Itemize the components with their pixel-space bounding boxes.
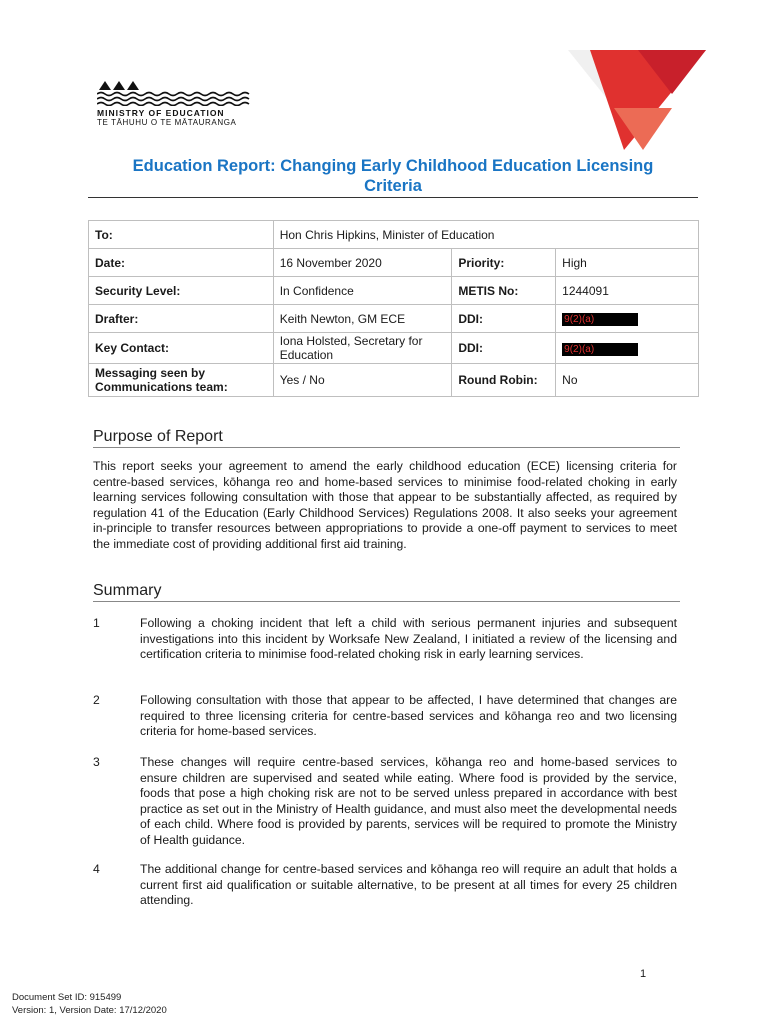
date-label: Date:	[89, 249, 274, 277]
key-contact-value: Iona Holsted, Secretary for Education	[273, 333, 452, 364]
round-robin-value: No	[556, 364, 699, 397]
drafter-value: Keith Newton, GM ECE	[273, 305, 452, 333]
round-robin-label: Round Robin:	[452, 364, 556, 397]
summary-item-number: 1	[93, 616, 100, 630]
to-value: Hon Chris Hipkins, Minister of Education	[273, 221, 698, 249]
purpose-text: This report seeks your agreement to amend the early childhood education (ECE) licensing criteria for centre-based services, kōhanga reo and home-based services to minimise food-related choking in early learning services following consultation with those that appear to be substantially affected, as required by regulation 41 of the Education (Early Childhood Services) Regulations 2008. It also seeks your agreement in-principle to transfer resources between appropriations to provide a one-off payment to services to meet the immediate cost of providing additional first aid training.	[93, 459, 677, 551]
report-info-table	[88, 220, 699, 397]
to-label: To:	[89, 221, 274, 249]
footer-doc-set-id: Document Set ID: 915499	[12, 992, 122, 1003]
ddi-label: DDI:	[452, 305, 556, 333]
logo-name-maori: TE TĀHUHU O TE MĀTAURANGA	[97, 118, 237, 127]
summary-item-number: 3	[93, 755, 100, 769]
summary-divider	[93, 601, 680, 602]
ddi-cell	[556, 305, 699, 333]
footer-version: Version: 1, Version Date: 17/12/2020	[12, 1005, 167, 1016]
summary-item-text: The additional change for centre-based services and kōhanga reo will require an adult that holds a current first aid qualification or suitable alternative, to be present at all times for every 25 children attending.	[140, 862, 677, 908]
redacted-ddi: 9(2)(a)	[562, 343, 638, 356]
table-row	[89, 249, 699, 277]
drafter-label: Drafter:	[89, 305, 274, 333]
ddi-cell	[556, 333, 699, 364]
redacted-ddi: 9(2)(a)	[562, 313, 638, 326]
purpose-heading: Purpose of Report	[93, 428, 223, 445]
report-title-line2: Criteria	[364, 177, 422, 195]
table-row	[89, 221, 699, 249]
table-row	[89, 305, 699, 333]
metis-label: METIS No:	[452, 277, 556, 305]
metis-value: 1244091	[556, 277, 699, 305]
report-title	[88, 156, 698, 196]
priority-value: High	[556, 249, 699, 277]
summary-heading: Summary	[93, 582, 162, 599]
table-row	[89, 364, 699, 397]
summary-item-text: Following consultation with those that appear to be affected, I have determined that changes are required to three licensing criteria for centre-based services and kōhanga reo and two licensing criteria for home-based services.	[140, 693, 677, 739]
messaging-label: Messaging seen by Communications team:	[89, 364, 274, 397]
summary-item-text: These changes will require centre-based services, kōhanga reo and home-based services to ensure children are supervised and seated while eating. Where food is provided by the service, foods that pose a high choking risk are not to be served unless prepared in accordance with best practice as set out in the Ministry of Health guidance, and must also meet the developmental needs of each child. Where food is provided by parents, services will be required to promote the Ministry of Health guidance.	[140, 755, 677, 847]
summary-item-number: 2	[93, 693, 100, 707]
security-value: In Confidence	[273, 277, 452, 305]
security-label: Security Level:	[89, 277, 274, 305]
title-divider	[88, 197, 698, 198]
page-number: 1	[640, 968, 647, 980]
purpose-divider	[93, 447, 680, 448]
table-row	[89, 333, 699, 364]
priority-label: Priority:	[452, 249, 556, 277]
date-value: 16 November 2020	[273, 249, 452, 277]
ministry-logo	[97, 78, 267, 130]
logo-emblem-icon	[97, 78, 252, 106]
summary-item-text: Following a choking incident that left a child with serious permanent injuries and subsequent investigations into this incident by Worksafe New Zealand, I initiated a review of the licensing and certification criteria to minimise food-related choking risk in early learning services.	[140, 616, 677, 662]
key-contact-label: Key Contact:	[89, 333, 274, 364]
ddi-label: DDI:	[452, 333, 556, 364]
table-row	[89, 277, 699, 305]
brand-triangles-graphic	[568, 50, 706, 152]
logo-name-english: MINISTRY OF EDUCATION	[97, 108, 225, 118]
summary-item-number: 4	[93, 862, 100, 876]
report-title-line1: Education Report: Changing Early Childhood Education Licensing	[132, 157, 654, 175]
messaging-value: Yes / No	[273, 364, 452, 397]
